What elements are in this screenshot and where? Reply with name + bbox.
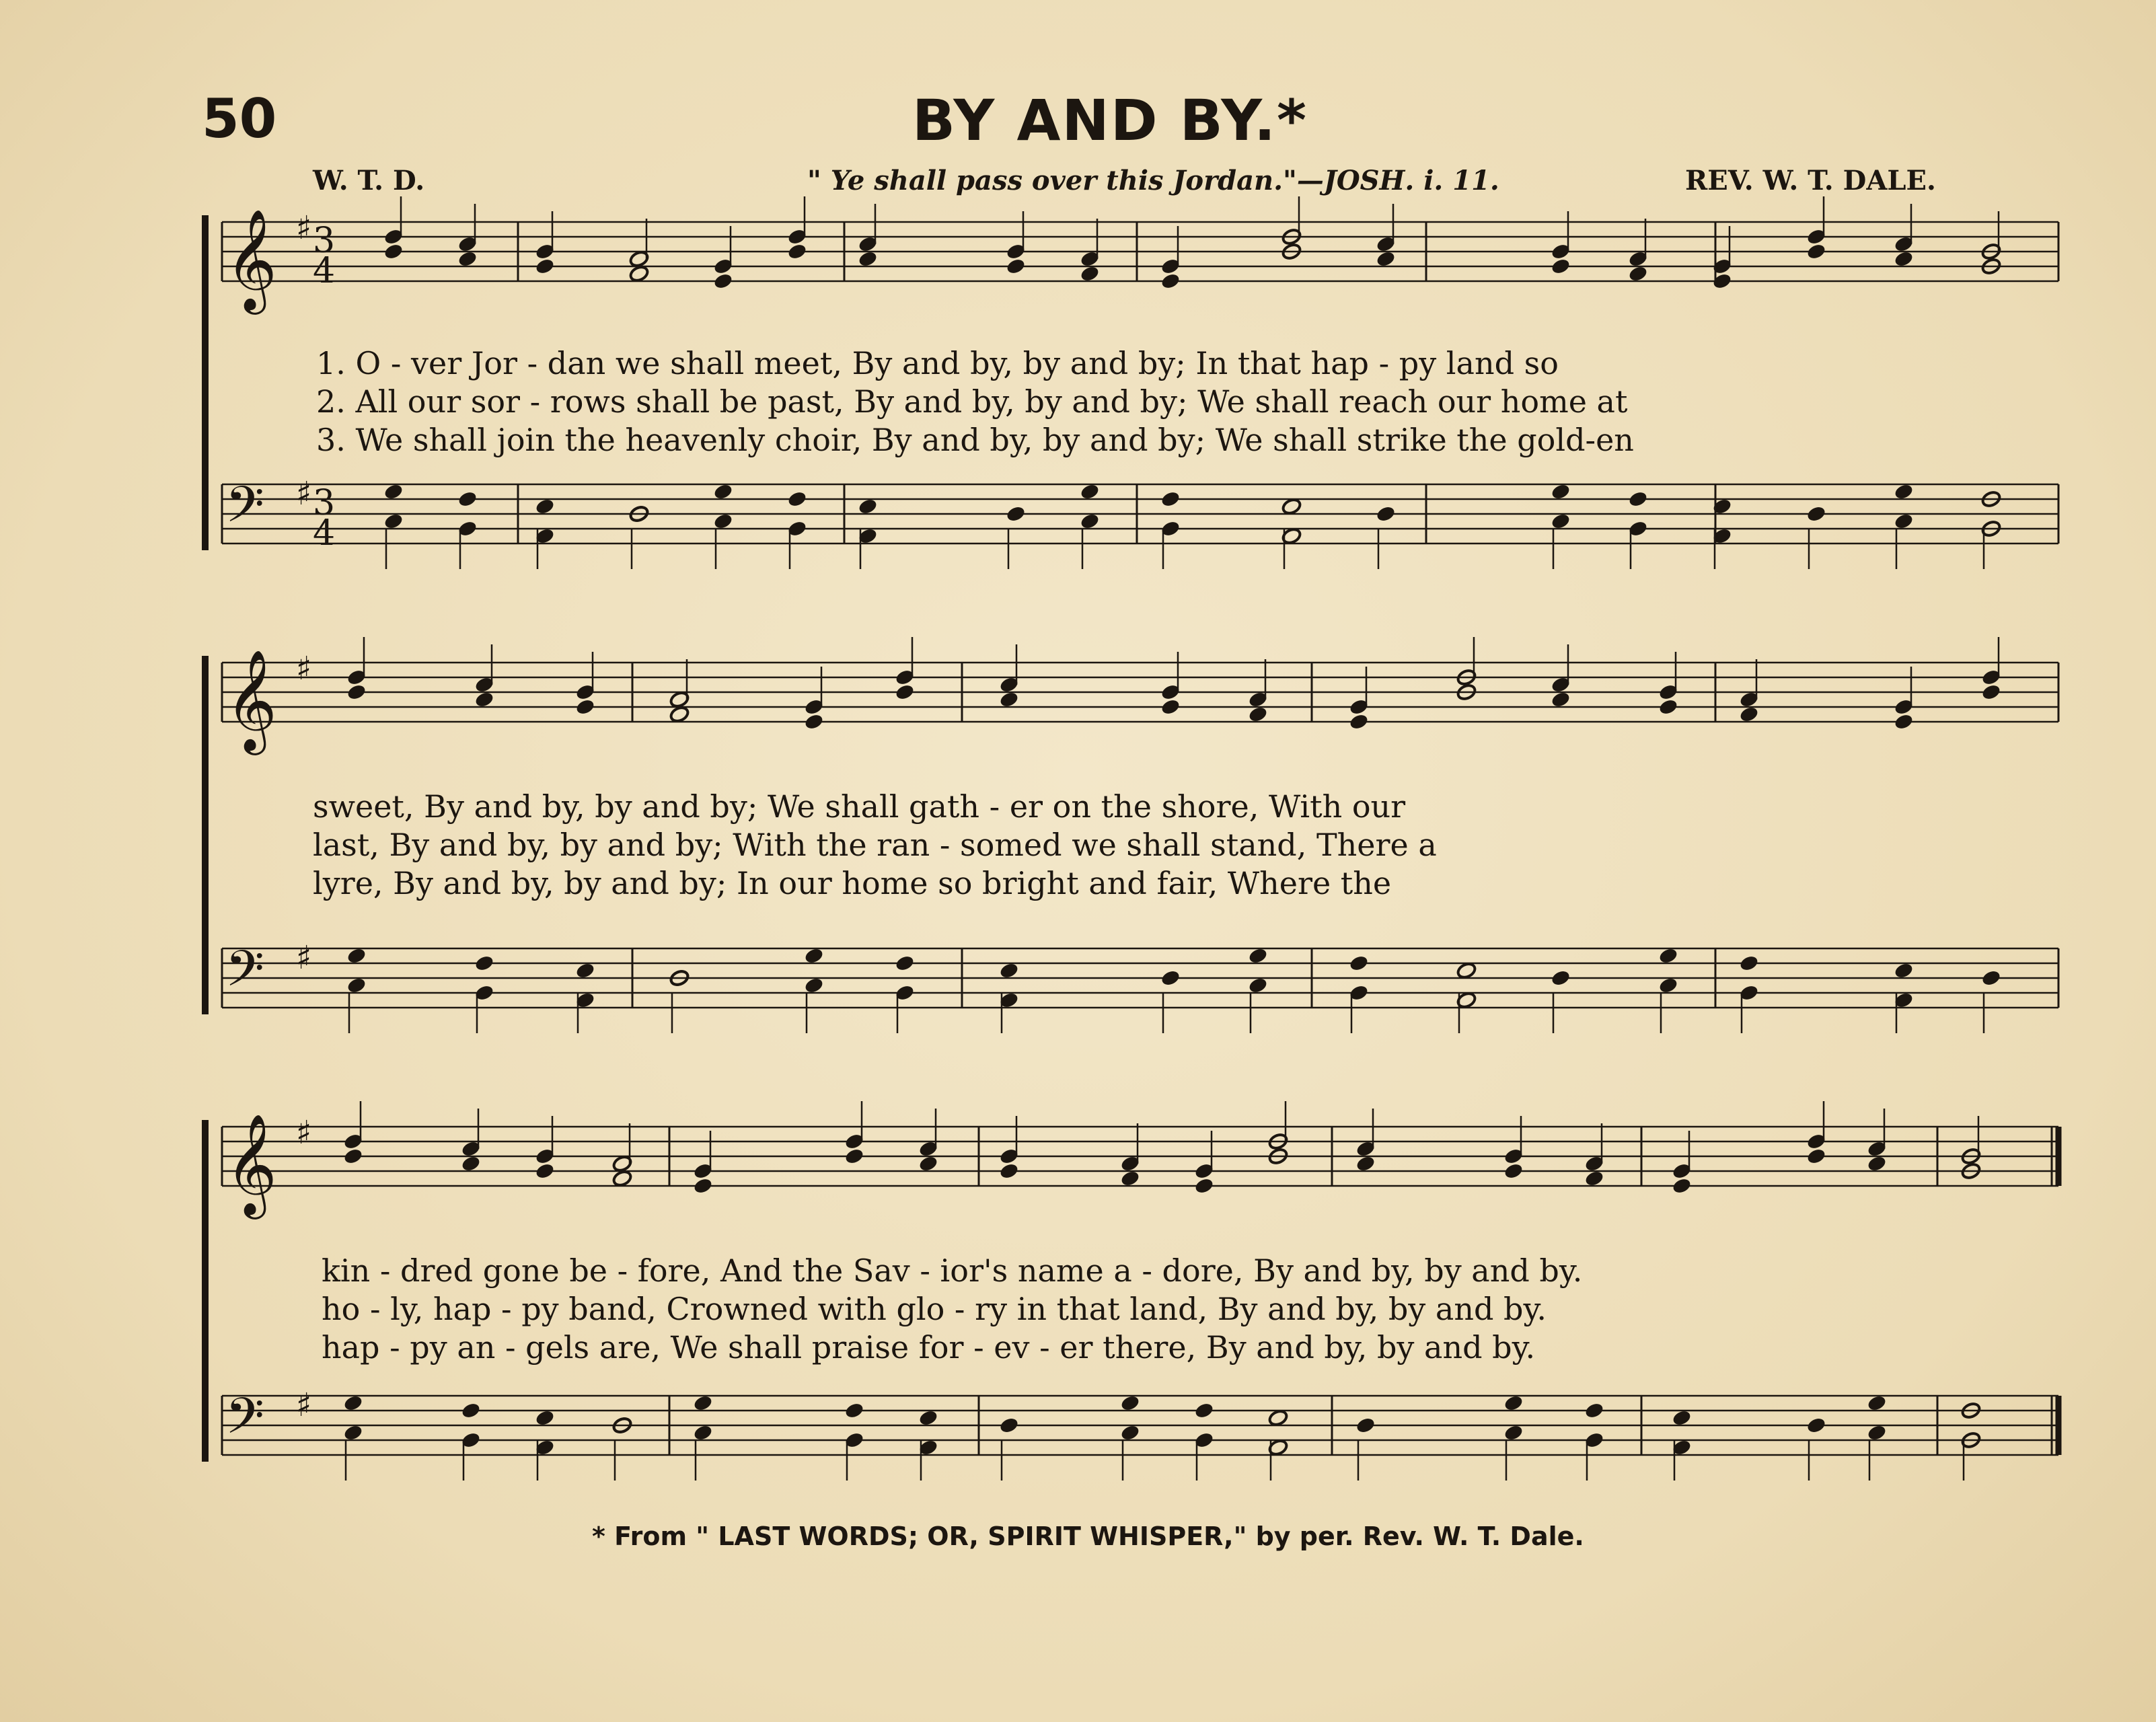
note-head <box>857 497 878 515</box>
note-head <box>342 1147 363 1165</box>
note-head <box>1866 1154 1887 1172</box>
note-head <box>894 683 915 701</box>
sharp-icon: ♯ <box>296 939 312 977</box>
note-head <box>1806 242 1826 260</box>
lyric-text: lyre, By and by, by and by; In our home so bright and fair, Where the <box>313 865 1392 901</box>
footnote: * From " LAST WORDS; OR, SPIRIT WHISPER," by per. Rev. W. T. Dale. <box>592 1522 1584 1551</box>
note-head <box>1866 1394 1887 1412</box>
note-head <box>1866 1423 1887 1442</box>
sharp-icon: ♯ <box>296 1386 312 1424</box>
lyric-text: ho - ly, hap - py band, Crowned with glo - ry in that land, By and by, by and by. <box>322 1291 1547 1327</box>
note-head <box>894 954 915 972</box>
note-head <box>712 482 733 500</box>
note-head <box>628 250 649 268</box>
note-head <box>918 1154 938 1172</box>
note-head <box>383 512 404 530</box>
note-head <box>534 1162 555 1180</box>
note-head <box>1247 705 1268 723</box>
note-head <box>1355 1416 1376 1434</box>
lyric-text: sweet, By and by, by and by; We shall gath - er on the shore, With our <box>313 788 1406 825</box>
note-head <box>998 961 1019 979</box>
song-title: BY AND BY.* <box>912 87 1308 153</box>
note-head <box>342 1394 363 1412</box>
note-head <box>1627 490 1648 508</box>
note-head <box>918 1409 938 1427</box>
note-head <box>474 690 494 708</box>
note-head <box>1550 690 1571 708</box>
note-head <box>1193 1176 1214 1195</box>
note-head <box>998 690 1019 708</box>
note-head <box>998 1162 1019 1180</box>
time-sig-bottom: 4 <box>313 513 336 554</box>
note-head <box>1079 482 1100 500</box>
note-head <box>457 250 478 268</box>
note-head <box>1550 257 1571 275</box>
note-head <box>803 712 824 731</box>
note-head <box>1893 512 1914 530</box>
note-head <box>1375 504 1396 523</box>
note-head <box>803 946 824 965</box>
note-head <box>460 1154 481 1172</box>
note-head <box>1119 1394 1140 1412</box>
note-head <box>346 976 367 994</box>
note-head <box>1658 946 1678 965</box>
note-head <box>1355 1154 1376 1172</box>
treble-clef-icon: 𝄞 <box>225 208 277 310</box>
note-head <box>1627 264 1648 283</box>
note-head <box>803 976 824 994</box>
note-head <box>1893 712 1914 731</box>
note-head <box>1806 1416 1826 1434</box>
note-head <box>1671 1409 1692 1427</box>
lyric-text: 3. We shall join the heavenly choir, By and by, by and by; We shall strike the gold-en <box>316 422 1634 458</box>
bass-clef-icon: 𝄢 <box>225 1387 264 1458</box>
sharp-icon: ♯ <box>296 475 312 513</box>
note-head <box>474 954 494 972</box>
treble-clef-icon: 𝄞 <box>225 1113 277 1215</box>
note-head <box>1658 976 1678 994</box>
note-head <box>1503 1423 1524 1442</box>
note-head <box>611 1154 632 1172</box>
note-head <box>1550 969 1571 987</box>
note-head <box>460 1401 481 1419</box>
note-head <box>1658 698 1678 716</box>
note-head <box>1160 969 1181 987</box>
note-head <box>1119 1169 1140 1187</box>
note-head <box>692 1176 713 1195</box>
note-head <box>1980 683 2001 701</box>
note-head <box>1806 504 1826 523</box>
note-head <box>1247 976 1268 994</box>
note-head <box>1550 512 1571 530</box>
note-head <box>1456 961 1477 979</box>
note-head <box>574 698 595 716</box>
note-head <box>1503 1162 1524 1180</box>
note-head <box>786 242 807 260</box>
note-head <box>1281 497 1302 515</box>
lyric-text: last, By and by, by and by; With the ran - somed we shall stand, There a <box>313 827 1437 863</box>
note-head <box>457 490 478 508</box>
note-head <box>1005 257 1026 275</box>
note-head <box>1079 264 1100 283</box>
note-head <box>628 264 649 283</box>
note-head <box>1503 1394 1524 1412</box>
note-head <box>786 490 807 508</box>
lyric-text: kin - dred gone be - fore, And the Sav - ior's name a - dore, By and by, by and by. <box>322 1252 1583 1289</box>
composer-name: REV. W. T. DALE. <box>1685 165 1936 196</box>
note-head <box>1671 1176 1692 1195</box>
note-head <box>1119 1423 1140 1442</box>
note-head <box>669 705 690 723</box>
bass-clef-icon: 𝄢 <box>225 940 264 1010</box>
note-head <box>1005 504 1026 523</box>
note-head <box>611 1169 632 1187</box>
lyricist-initials: W. T. D. <box>313 165 425 196</box>
note-head <box>1893 482 1914 500</box>
bass-clef-icon: 𝄢 <box>225 476 264 546</box>
note-head <box>692 1423 713 1442</box>
note-head <box>1738 705 1759 723</box>
note-head <box>692 1394 713 1412</box>
note-head <box>712 272 733 290</box>
note-head <box>383 482 404 500</box>
note-head <box>1348 712 1369 731</box>
note-head <box>1267 1409 1288 1427</box>
note-head <box>844 1401 864 1419</box>
note-head <box>1806 1147 1826 1165</box>
scripture-epigraph: " Ye shall pass over this Jordan."—JOSH. i. 11. <box>807 165 1499 196</box>
note-head <box>712 512 733 530</box>
note-head <box>1893 961 1914 979</box>
time-sig-top: 3 <box>313 483 336 523</box>
note-head <box>1079 512 1100 530</box>
note-head <box>1193 1401 1214 1419</box>
note-head <box>1375 250 1396 268</box>
note-head <box>342 1423 363 1442</box>
note-head <box>1738 954 1759 972</box>
note-head <box>534 497 555 515</box>
note-head <box>1584 1401 1604 1419</box>
note-head <box>844 1147 864 1165</box>
time-sig-top: 3 <box>313 221 336 261</box>
time-sig-bottom: 4 <box>313 251 336 291</box>
note-head <box>857 250 878 268</box>
note-head <box>1160 490 1181 508</box>
note-head <box>346 946 367 965</box>
note-head <box>534 257 555 275</box>
note-head <box>534 1409 555 1427</box>
note-head <box>1550 482 1571 500</box>
lyric-text: 2. All our sor - rows shall be past, By and by, by and by; We shall reach our home at <box>316 383 1628 420</box>
note-head <box>1247 946 1268 965</box>
note-head <box>1160 698 1181 716</box>
sharp-icon: ♯ <box>296 650 312 687</box>
treble-clef-icon: 𝄞 <box>225 648 277 751</box>
note-head <box>346 683 367 701</box>
note-head <box>998 1416 1019 1434</box>
note-head <box>574 961 595 979</box>
note-head <box>1893 250 1914 268</box>
note-head <box>383 242 404 260</box>
note-head <box>1348 954 1369 972</box>
page-number: 50 <box>202 87 277 150</box>
note-head <box>669 690 690 708</box>
note-head <box>1160 272 1181 290</box>
note-head <box>1584 1169 1604 1187</box>
sharp-icon: ♯ <box>296 209 312 247</box>
lyric-text: hap - py an - gels are, We shall praise for - ev - er there, By and by, by and by. <box>322 1329 1536 1365</box>
sharp-icon: ♯ <box>296 1114 312 1152</box>
note-head <box>1980 969 2001 987</box>
lyric-text: 1. O - ver Jor - dan we shall meet, By and by, by and by; In that hap - py land so <box>316 345 1559 381</box>
